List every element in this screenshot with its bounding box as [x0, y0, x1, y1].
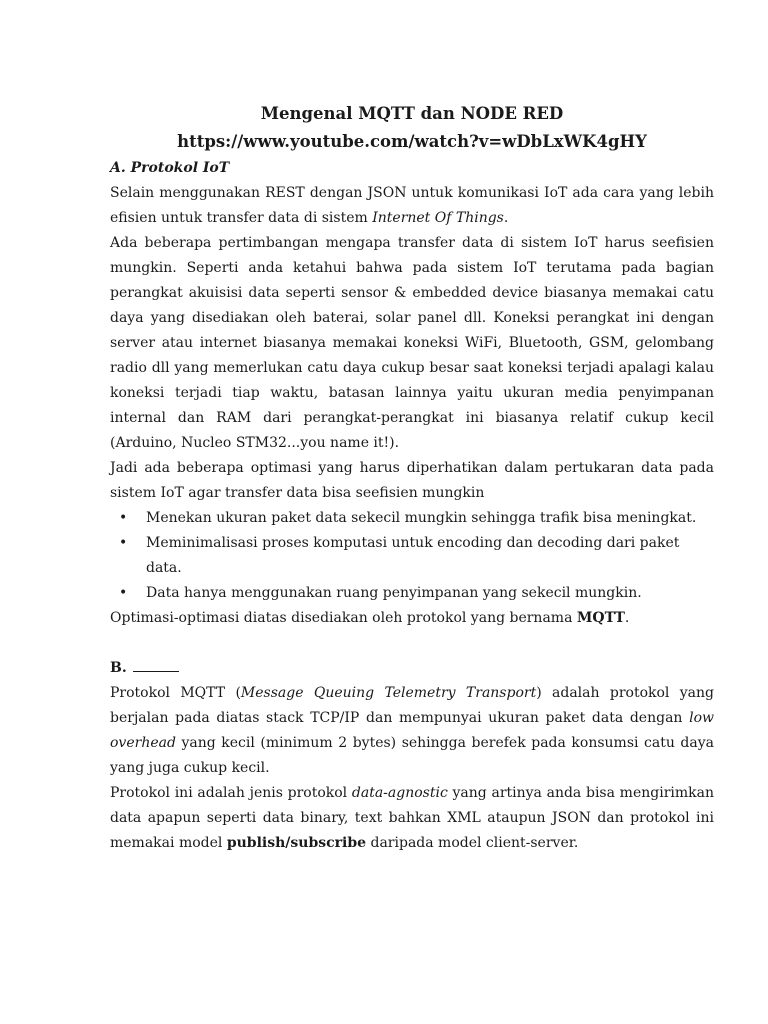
section-a-p4-text: Optimasi-optimasi diatas disediakan oleh protokol yang bernama — [110, 610, 577, 626]
document-title: Mengenal MQTT dan NODE RED — [260, 104, 564, 123]
section-a-p1-text: Selain menggunakan REST dengan JSON untuk komunikasi IoT ada cara yang lebih efisien untuk transfer data di sistem — [110, 185, 714, 226]
section-b-p1-b: ) adalah protokol yang berjalan pada diatas stack TCP/IP dan mempunyai ukuran paket data dengan — [110, 685, 714, 726]
section-b-paragraph-1 — [110, 681, 714, 781]
list-item — [110, 581, 714, 606]
section-a-heading: A. Protokol IoT — [110, 160, 230, 176]
section-a-p1-italic: Internet Of Things — [372, 210, 504, 226]
section-b-p1-c: yang kecil (minimum 2 bytes) sehingga berefek pada konsumsi catu daya yang juga cukup kecil. — [110, 735, 714, 776]
list-item-text: Meminimalisasi proses komputasi untuk encoding dan decoding dari paket data. — [146, 535, 680, 576]
section-b-p2-bold: publish/subscribe — [226, 835, 367, 851]
section-a-p4-end: . — [624, 610, 630, 626]
section-b-p1-a: Protokol MQTT ( — [110, 685, 241, 701]
bullet-icon: • — [119, 535, 128, 551]
video-url-link[interactable]: https://www.youtube.com/watch?v=wDbLxWK4gHY — [177, 132, 647, 151]
section-b-p1-italic-2: low overhead — [110, 710, 714, 751]
list-item-text: Data hanya menggunakan ruang penyimpanan yang sekecil mungkin. — [146, 585, 642, 601]
list-item-text: Menekan ukuran paket data sekecil mungkin sehingga trafik bisa meningkat. — [146, 510, 697, 526]
section-a-p4-bold: MQTT — [576, 610, 625, 626]
section-b-p2-italic: data-agnostic — [351, 785, 448, 801]
section-b-heading — [110, 656, 714, 681]
section-b-paragraph-2 — [110, 781, 714, 856]
section-a-paragraph-2: Ada beberapa pertimbangan mengapa transfer data di sistem IoT harus seefisien mungkin. Seperti anda ketahui bahwa pada sistem IoT terutama pada bagian perangkat akuisisi data seperti sensor & embedded device biasanya memakai catu daya yang disediakan oleh baterai, solar panel dll. Koneksi perangkat ini dengan server atau internet biasanya memakai koneksi WiFi, Bluetooth, GSM, gelombang radio dll yang memerlukan catu daya cukup besar saat koneksi terjadi apalagi kalau koneksi terjadi tiap waktu, batasan lainnya yaitu ukuran media penyimpanan internal dan RAM dari perangkat-perangkat ini biasanya relatif cukup kecil (Arduino, Nucleo STM32...you name it!). — [110, 235, 714, 451]
list-item — [110, 506, 714, 531]
section-a-paragraph-4 — [110, 606, 714, 631]
section-a-p1-end: . — [503, 210, 509, 226]
bullet-icon: • — [119, 510, 128, 526]
bullet-icon: • — [119, 585, 128, 601]
section-b-p2-c: daripada model client-server. — [366, 835, 579, 851]
section-b-p2-b: yang artinya anda bisa mengirimkan data apapun seperti data binary, text bahkan XML ataupun JSON dan protokol ini memakai model — [110, 785, 714, 851]
section-a-paragraph-1 — [110, 181, 714, 231]
section-spacer — [110, 631, 714, 656]
section-b-p1-italic-1: Message Queuing Telemetry Transport — [240, 685, 537, 701]
document-page — [110, 100, 714, 856]
section-b-blank-line — [133, 658, 179, 672]
optimization-list — [110, 506, 714, 606]
section-a-paragraph-3: Jadi ada beberapa optimasi yang harus diperhatikan dalam pertukaran data pada sistem IoT agar transfer data bisa seefisien mungkin — [110, 460, 714, 501]
section-b-p2-a: Protokol ini adalah jenis protokol — [110, 785, 352, 801]
list-item — [110, 531, 714, 581]
section-b-label: B. — [110, 660, 127, 676]
